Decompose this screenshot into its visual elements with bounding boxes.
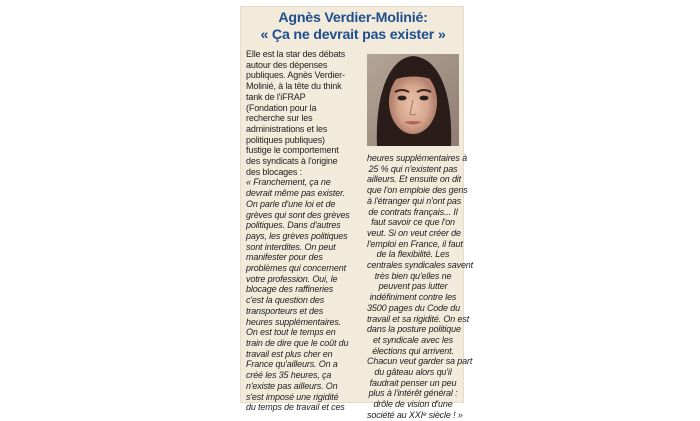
woman-portrait-icon <box>367 54 459 146</box>
text-line: du temps de travail et ces <box>246 402 345 413</box>
text-line: 3500 pages du Code du <box>367 302 460 313</box>
text-line: peuvent pas lutter <box>378 281 448 292</box>
text-line: très bien qu'elles ne <box>374 270 452 281</box>
headline <box>246 10 460 43</box>
text-line: travail et sa rigidité. On est <box>367 313 470 324</box>
text-line: des blocages : <box>246 166 302 177</box>
text-line: heures supplémentaires. <box>246 316 342 327</box>
text-line: du gâteau alors qu'il <box>374 367 452 378</box>
text-line: de contrats français... Il <box>368 206 458 217</box>
text-line: administrations et les <box>246 123 328 134</box>
text-line: que l'on emploie des gens <box>367 185 468 196</box>
text-line: 25 % qui n'existent pas <box>368 163 458 174</box>
text-line: France qu'ailleurs. On a <box>246 359 338 370</box>
text-line: sont interdites. On peut <box>246 241 336 252</box>
text-line: train de dire que le coût du <box>246 337 349 348</box>
text-line: l'emploi en France, il faut <box>367 238 463 249</box>
text-line: politiques. Dans d'autres <box>246 220 341 231</box>
text-line: (Fondation pour la <box>246 102 317 113</box>
text-line: faut savoir ce que l'on <box>371 217 455 228</box>
text-line: ailleurs. Et ensuite on dit <box>367 174 462 185</box>
text-line: recherche sur les <box>246 113 313 124</box>
text-line: Chacun veut garder sa part <box>367 356 473 367</box>
text-line: tank de l'iFRAP <box>246 91 306 102</box>
text-line: votre profession. Oui, le <box>246 273 338 284</box>
text-line: devrait même pas exister. <box>246 188 345 199</box>
text-line: blocage des raffineries <box>246 284 334 295</box>
text-line: heures supplémentaires à <box>367 153 467 163</box>
text-line: société au XXIᵉ siècle ! » <box>367 409 463 420</box>
text-line: transporteurs et des <box>246 305 324 316</box>
text-line: n'existe pas ailleurs. On <box>246 380 338 391</box>
text-line: autour des dépenses <box>246 59 328 70</box>
headline-line-1: Agnès Verdier-Molinié: <box>278 10 428 26</box>
text-line: de la flexibilité. Les <box>376 249 450 260</box>
text-line: et syndicale avec les <box>373 334 453 345</box>
text-line: fustige le comportement <box>246 145 339 156</box>
text-line: indéfiniment contre les <box>369 292 457 303</box>
text-line: grèves qui sont des grèves <box>246 209 350 220</box>
left-column <box>246 49 358 413</box>
portrait-photo <box>367 54 459 146</box>
text-line: Molinié, à la tête du think <box>246 81 342 92</box>
text-line: politiques publiques) <box>246 134 325 145</box>
text-line: manifester pour des <box>246 252 323 263</box>
headline-line-2: « Ça ne devrait pas exister » <box>260 26 446 43</box>
text-line: On parle d'une loi et de <box>246 198 336 209</box>
text-line: veut. Si on veut créer de <box>367 227 461 238</box>
text-line: centrales syndicales savent <box>367 260 474 271</box>
newspaper-clipping <box>240 6 474 420</box>
text-line: « Franchement, ça ne <box>246 177 331 188</box>
text-line: problèmes qui concernent <box>246 263 346 274</box>
text-line: c'est la question des <box>246 295 325 306</box>
text-line: publiques. Agnès Verdier- <box>246 70 345 81</box>
text-line: élections qui arrivent. <box>372 345 454 356</box>
text-line: plus à l'intérêt général : <box>368 388 458 399</box>
text-line: à l'étranger qui n'ont pas <box>367 195 462 206</box>
text-line: faudrait penser un peu <box>369 377 457 388</box>
text-line: créé les 35 heures, ça <box>246 370 332 381</box>
text-line: des syndicats à l'origine <box>246 156 338 167</box>
text-line: travail est plus cher en <box>246 348 333 359</box>
text-line: s'est imposé une rigidité <box>246 391 339 402</box>
text-line: dans la posture politique <box>367 324 461 335</box>
text-line: pays, les grèves politiques <box>246 230 348 241</box>
text-line: drôle de vision d'une <box>373 399 453 410</box>
text-line: Elle est la star des débats <box>246 49 346 59</box>
right-column <box>367 153 474 421</box>
text-line: On est tout le temps en <box>246 327 336 338</box>
